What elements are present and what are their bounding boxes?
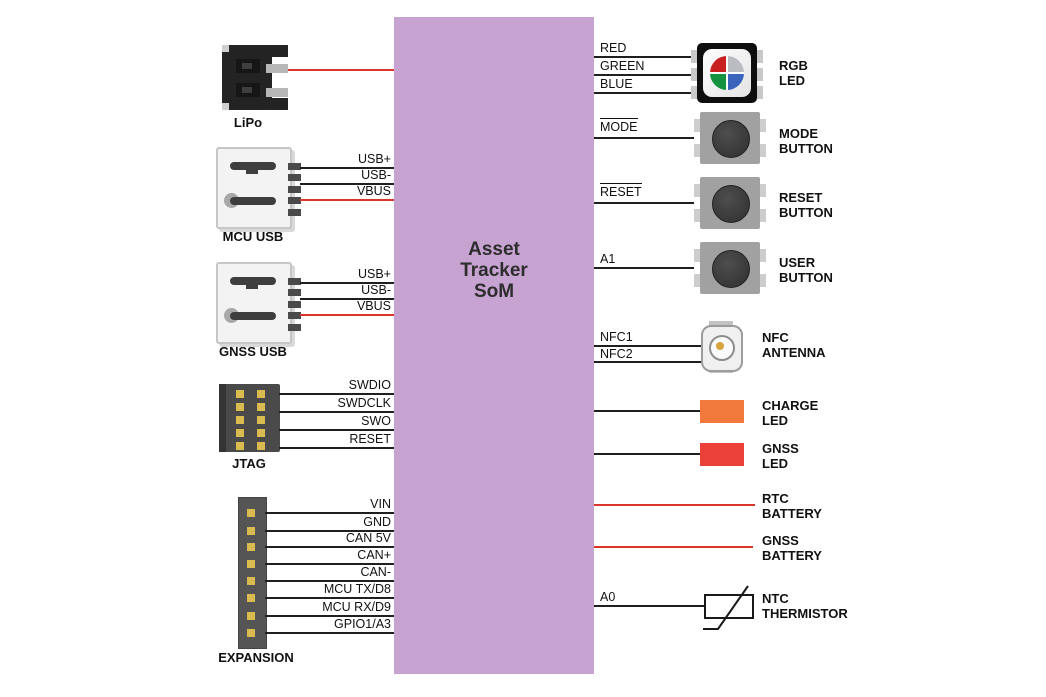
rgb-led-pad — [757, 50, 763, 63]
mcu-usb-label: MCU USB — [222, 229, 284, 244]
label-line: RTC — [762, 491, 789, 506]
button-leg — [759, 119, 766, 132]
som-title-line: Tracker — [460, 260, 528, 281]
label-line: NTC — [762, 591, 789, 606]
reset-button-label — [779, 191, 833, 220]
som-title — [394, 239, 594, 302]
lipo-tab-bottom — [270, 98, 288, 110]
label-line: THERMISTOR — [762, 605, 848, 621]
signal-label: USB+ — [357, 267, 391, 281]
expansion-pin — [247, 509, 255, 517]
lipo-slot-pin — [242, 63, 252, 69]
signal-label: A1 — [600, 252, 616, 266]
signal-label: SWDIO — [348, 378, 391, 392]
signal-label: SWO — [361, 414, 391, 428]
label-line: USER — [779, 255, 816, 270]
jtag-side-strip — [219, 384, 226, 452]
lipo-label: LiPo — [233, 115, 263, 130]
jtag-label: JTAG — [232, 456, 266, 471]
wire-gnss-led — [594, 453, 700, 455]
signal-label: CAN+ — [357, 548, 391, 562]
label-line: LED — [762, 412, 788, 428]
rgb-led-pad — [757, 68, 763, 81]
button-leg — [759, 144, 766, 157]
gnss-battery-label — [762, 534, 822, 563]
charge-led-label — [762, 399, 818, 428]
nfc-center-dot — [716, 342, 724, 350]
signal-label: NFC2 — [600, 347, 633, 361]
label-line: ANTENNA — [762, 344, 826, 360]
label-line: BUTTON — [779, 140, 833, 156]
gnss-led — [700, 443, 744, 466]
label-line: BATTERY — [762, 505, 822, 521]
jtag-pin — [257, 416, 265, 424]
jtag-body — [219, 384, 280, 452]
label-line: GNSS — [762, 533, 799, 548]
usb-detail-nub — [246, 170, 258, 174]
rgb-led-pad — [757, 86, 763, 99]
gnss-led-label — [762, 442, 799, 471]
usb-detail-bar — [230, 277, 276, 285]
signal-label: GPIO1/A3 — [334, 617, 391, 631]
active-low-signal: MODE — [600, 120, 638, 134]
expansion-pin — [247, 629, 255, 637]
lipo-tab-top — [270, 45, 288, 57]
lipo-corner — [222, 103, 229, 110]
button-leg — [759, 249, 766, 262]
label-line: BATTERY — [762, 547, 822, 563]
jtag-pin — [257, 429, 265, 437]
jtag-pin — [257, 442, 265, 450]
rgb-led-die — [710, 56, 744, 90]
signal-label: CAN 5V — [345, 531, 391, 545]
signal-label: USB- — [361, 168, 391, 182]
signal-label: RESET — [349, 432, 391, 446]
ntc-thermistor-label — [762, 592, 848, 621]
signal-label: VBUS — [356, 184, 391, 198]
signal-label: RED — [600, 41, 627, 55]
rgb-led-label — [779, 59, 808, 88]
button-cap — [712, 250, 750, 288]
signal-label: VBUS — [356, 299, 391, 313]
rtc-battery-label — [762, 492, 822, 521]
active-low-signal: RESET — [600, 185, 642, 199]
mode-button-label — [779, 127, 833, 156]
jtag-pin — [236, 390, 244, 398]
button-leg — [759, 184, 766, 197]
label-line: MODE — [779, 126, 818, 141]
jtag-pin — [236, 416, 244, 424]
usb-pin — [288, 209, 301, 216]
jtag-pin — [257, 390, 265, 398]
label-line: BUTTON — [779, 269, 833, 285]
charge-led — [700, 400, 744, 423]
signal-label: CAN- — [360, 565, 391, 579]
jtag-pin — [236, 442, 244, 450]
button-leg — [759, 209, 766, 222]
signal-label: NFC1 — [600, 330, 633, 344]
usb-detail-bar — [230, 197, 276, 205]
signal-label — [600, 118, 638, 138]
usb-connector-body — [216, 147, 292, 229]
signal-label — [600, 183, 642, 203]
wire-gnss-battery — [594, 546, 753, 548]
wire-charge-led — [594, 410, 700, 412]
wire-lipo — [288, 69, 394, 71]
label-line: LED — [779, 72, 805, 88]
lipo-pin — [266, 64, 288, 73]
signal-label: MCU TX/D8 — [323, 582, 391, 596]
expansion-label: EXPANSION — [218, 650, 294, 665]
signal-label: VIN — [370, 497, 391, 511]
nfc-antenna-label — [762, 331, 826, 360]
signal-label: GND — [363, 515, 391, 529]
gnss-usb-label: GNSS USB — [219, 344, 287, 359]
label-line: BUTTON — [779, 204, 833, 220]
expansion-pin — [247, 527, 255, 535]
label-line: GNSS — [762, 441, 799, 456]
usb-detail-nub — [246, 285, 258, 289]
lipo-pin — [266, 88, 288, 97]
som-block — [394, 17, 594, 674]
som-title-line: Asset — [468, 239, 520, 260]
label-line: LED — [762, 455, 788, 471]
label-line: RGB — [779, 58, 808, 73]
expansion-pin — [247, 543, 255, 551]
usb-connector-body — [216, 262, 292, 344]
expansion-pin — [247, 560, 255, 568]
signal-label: A0 — [600, 590, 616, 604]
lipo-slot-pin — [242, 87, 252, 93]
label-line: NFC — [762, 330, 789, 345]
expansion-pin — [247, 577, 255, 585]
signal-label: USB- — [361, 283, 391, 297]
label-line: CHARGE — [762, 398, 819, 413]
lipo-corner — [222, 45, 229, 52]
thermistor-symbol — [690, 578, 765, 638]
button-cap — [712, 185, 750, 223]
usb-detail-bar — [230, 312, 276, 320]
expansion-pin — [247, 612, 255, 620]
jtag-pin — [236, 403, 244, 411]
expansion-body — [238, 497, 267, 649]
button-leg — [759, 274, 766, 287]
label-line: RESET — [779, 190, 823, 205]
signal-label: BLUE — [600, 77, 633, 91]
usb-detail-bar — [230, 162, 276, 170]
jtag-pin — [236, 429, 244, 437]
user-button-label — [779, 256, 833, 285]
usb-pin — [288, 324, 301, 331]
button-cap — [712, 120, 750, 158]
signal-label: MCU RX/D9 — [322, 600, 391, 614]
expansion-pin — [247, 594, 255, 602]
signal-label: SWDCLK — [337, 396, 391, 410]
som-title-line: SoM — [473, 281, 515, 302]
wire-rtc-battery — [594, 504, 755, 506]
jtag-pin — [257, 403, 265, 411]
signal-label: GREEN — [600, 59, 645, 73]
lipo-body — [222, 45, 272, 110]
signal-label: USB+ — [357, 152, 391, 166]
